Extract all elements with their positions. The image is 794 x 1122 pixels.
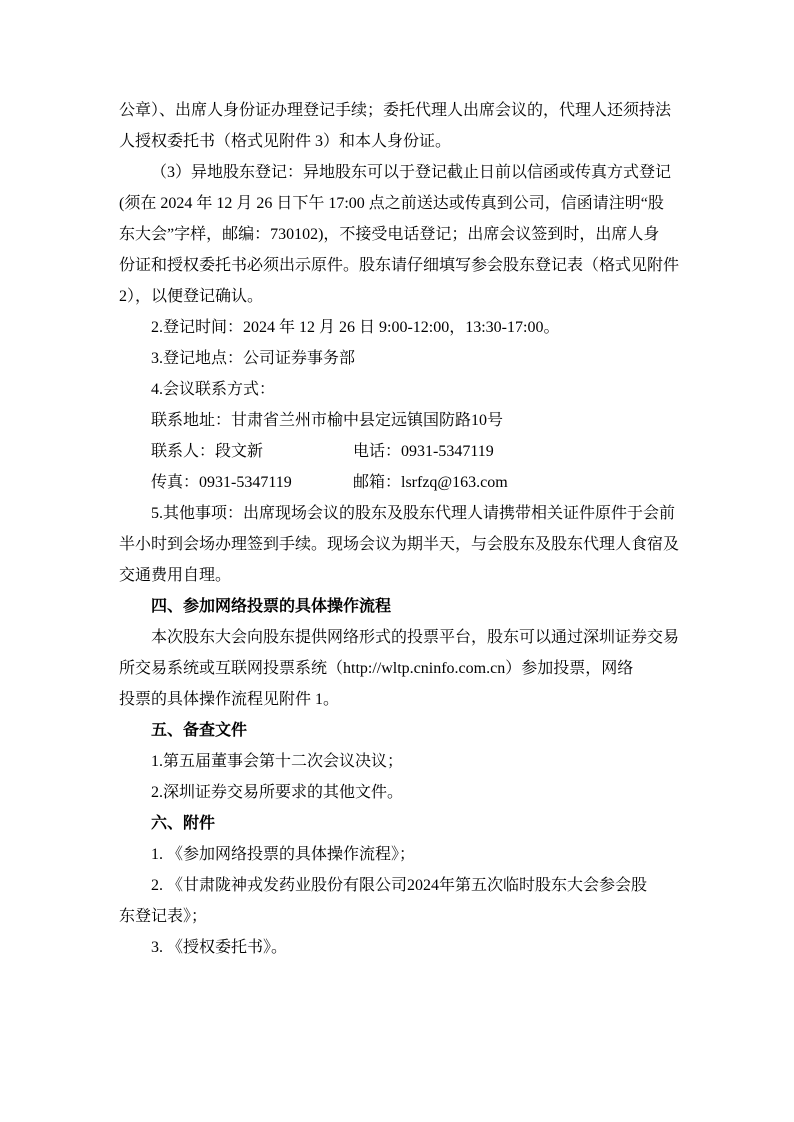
contact-person: 联系人：段文新 [151,443,264,460]
attachment-item: 3. 《授权委托书》。 [151,939,288,956]
paragraph-line: 东大会”字样，邮编：730102)，不接受电话登记；出席会议签到时，出席人身 [119,226,660,243]
paragraph-line: （3）异地股东登记：异地股东可以于登记截止日前以信函或传真方式登记 [151,164,672,181]
paragraph-line: 所交易系统或互联网投票系统（http://wltp.cninfo.com.cn）参加投票，网络 [119,660,634,677]
paragraph-line: 人授权委托书（格式见附件 3）和本人身份证。 [119,133,452,150]
contact-method-line: 4.会议联系方式： [151,381,276,398]
contact-phone: 电话：0931-5347119 [353,443,494,460]
attachment-item-continuation: 东登记表》； [119,908,208,925]
paragraph-line: 5.其他事项：出席现场会议的股东及股东代理人请携带相关证件原件于会前 [151,505,676,522]
section-heading-4: 四、参加网络投票的具体操作流程 [151,598,392,615]
paragraph-line: 份证和授权委托书必须出示原件。股东请仔细填写参会股东登记表（格式见附件 [119,257,680,274]
reference-doc-item: 1.第五届董事会第十二次会议决议； [151,753,404,770]
paragraph-line: 公章）、出席人身份证办理登记手续；委托代理人出席会议的，代理人还须持法 [119,102,672,119]
paragraph-line: 交通费用自理。 [119,567,232,584]
registration-time-line: 2.登记时间：2024 年 12 月 26 日 9:00-12:00，13:30-17:00。 [151,319,560,336]
attachment-item: 2. 《甘肃陇神戎发药业股份有限公司2024年第五次临时股东大会参会股 [151,877,648,894]
contact-address-line: 联系地址：甘肃省兰州市榆中县定远镇国防路10号 [151,412,504,429]
paragraph-line: 投票的具体操作流程见附件 1。 [119,691,340,708]
contact-fax: 传真：0931-5347119 [151,474,292,491]
contact-email: 邮箱：lsrfzq@163.com [353,474,508,491]
contact-fax-email-line [119,467,681,498]
paragraph-line: (须在 2024 年 12 月 26 日下午 17:00 点之前送达或传真到公司，信函请注明“股 [119,195,664,212]
attachment-item: 1. 《参加网络投票的具体操作流程》； [151,846,416,863]
registration-place-line: 3.登记地点：公司证券事务部 [151,350,356,367]
reference-doc-item: 2.深圳证券交易所要求的其他文件。 [151,784,404,801]
paragraph-line: 半小时到会场办理签到手续。现场会议为期半天，与会股东及股东代理人食宿及 [119,536,680,553]
section-heading-6: 六、附件 [151,815,216,832]
document-body [119,95,681,963]
paragraph-line: 2），以便登记确认。 [119,288,264,305]
section-heading-5: 五、备查文件 [151,722,248,739]
contact-person-phone-line [119,436,681,467]
paragraph-line: 本次股东大会向股东提供网络形式的投票平台，股东可以通过深圳证券交易 [151,629,680,646]
